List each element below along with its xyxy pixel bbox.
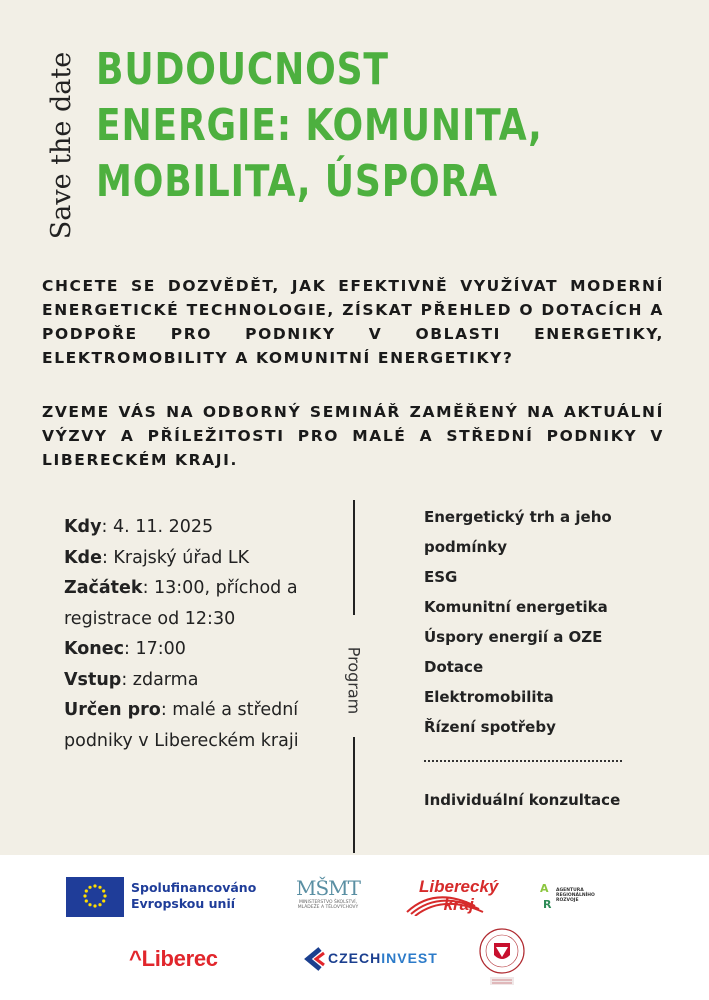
- info-start: [64, 573, 334, 634]
- title-line-2: ENERGIE: KOMUNITA,: [96, 100, 543, 151]
- svg-text:A: A: [540, 882, 549, 895]
- svg-text:R: R: [543, 898, 552, 911]
- consultation-item: Individuální konzultace: [424, 791, 621, 809]
- czechinvest-bold: CZECH: [328, 950, 382, 966]
- info-entry: [64, 665, 334, 696]
- program-label-text: Program: [344, 646, 364, 714]
- info-audience-label: Určen pro: [64, 700, 161, 720]
- liberecky-kraj-text: [419, 878, 498, 914]
- invite-paragraph: ZVEME VÁS NA ODBORNÝ SEMINÁŘ ZAMĚŘENÝ NA AKTUÁLNÍ VÝZVY A PŘÍLEŽITOSTI PRO MALÉ A STŘEDNÍ PODNIKY V LIBERECKÉM KRAJI.: [42, 403, 664, 469]
- liberecky-kraj-line-2: kraj: [443, 895, 474, 914]
- info-when: [64, 512, 334, 543]
- ar-mark-icon: [538, 880, 554, 912]
- program-item: Elektromobilita: [424, 688, 554, 706]
- info-when-label: Kdy: [64, 517, 102, 537]
- info-end: [64, 634, 334, 665]
- info-end-value: : 17:00: [123, 639, 186, 659]
- program-list: [424, 502, 684, 742]
- hospodarska-komora-seal-icon: [474, 925, 530, 989]
- msmt-mark: MŠMT: [296, 876, 360, 900]
- event-info: [64, 512, 334, 756]
- info-entry-value: : zdarma: [121, 669, 199, 690]
- liberec-city-logo: [129, 946, 218, 972]
- msmt-subtitle-1: MINISTERSTVO ŠKOLSTVÍ,: [298, 900, 358, 905]
- eu-text-line-2: Evropskou unií: [131, 896, 236, 911]
- czechinvest-text: [328, 950, 438, 966]
- eu-stars-icon: [66, 877, 124, 917]
- program-item: Řízení spotřeby: [424, 718, 556, 736]
- dotted-separator: [424, 760, 622, 762]
- title-line-3: MOBILITA, ÚSPORA: [96, 156, 498, 207]
- ar-line-2: REGIONÁLNÍHO: [556, 893, 595, 898]
- liberecky-kraj-line-1: Liberecký: [419, 877, 499, 896]
- info-start-label: Začátek: [64, 578, 143, 598]
- program-item: Komunitní energetika: [424, 598, 608, 616]
- msmt-subtitle-2: MLÁDEŽE A TĚLOVÝCHOVY: [297, 905, 359, 910]
- intro-paragraph: CHCETE SE DOZVĚDĚT, JAK EFEKTIVNĚ VYUŽÍVAT MODERNÍ ENERGETICKÉ TECHNOLOGIE, ZÍSKAT PŘEHLED O DOTACÍCH A PODPOŘE PRO PODNIKY V OBLASTI ENERGETIKY, ELEKTROMOBILITY A KOMUNITNÍ ENERGETIKY?: [42, 277, 664, 367]
- eu-flag-logo: [66, 877, 124, 917]
- ar-text: [556, 888, 595, 903]
- program-label: [336, 635, 372, 725]
- info-entry-label: Vstup: [64, 669, 122, 690]
- liberecky-kraj-logo: [405, 876, 505, 916]
- eu-text-line-1: Spolufinancováno: [131, 880, 257, 895]
- agentura-regionalniho-rozvoje-logo: [538, 880, 598, 912]
- eu-cofunded-text: [131, 880, 256, 912]
- program-item: Úspory energií a OZE: [424, 628, 603, 646]
- info-where-value: : Krajský úřad LK: [101, 547, 250, 568]
- liberec-text: Liberec: [141, 946, 218, 971]
- info-where-label: Kde: [64, 547, 102, 568]
- ar-line-1: AGENTURA: [556, 888, 584, 893]
- info-start-value: : 13:00, příchod a registrace od 12:30: [64, 578, 298, 629]
- info-end-label: Konec: [64, 639, 124, 659]
- info-when-value: : 4. 11. 2025: [101, 517, 214, 537]
- info-audience-value: : malé a střední podniky v Libereckém kraji: [64, 700, 299, 751]
- save-the-date-label: [40, 45, 84, 245]
- save-the-date-text: Save the date: [46, 51, 78, 239]
- info-audience: [64, 695, 334, 756]
- page-title: [96, 42, 588, 210]
- info-where: [64, 543, 334, 574]
- program-item: ESG: [424, 568, 458, 586]
- hospodarska-komora-logo: [474, 925, 530, 989]
- ar-line-3: ROZVOJE: [556, 898, 579, 903]
- czechinvest-logo: [304, 947, 444, 971]
- title-line-1: BUDOUCNOST: [96, 44, 389, 95]
- divider-top: [353, 500, 355, 615]
- liberec-caret-icon: ^: [129, 946, 142, 971]
- czechinvest-light: INVEST: [381, 950, 438, 966]
- program-item: Energetický trh a jeho podmínky: [424, 508, 612, 556]
- divider-bottom: [353, 737, 355, 853]
- program-item: Dotace: [424, 658, 484, 676]
- czechinvest-chevron-icon: [304, 947, 326, 971]
- msmt-logo: [288, 876, 368, 916]
